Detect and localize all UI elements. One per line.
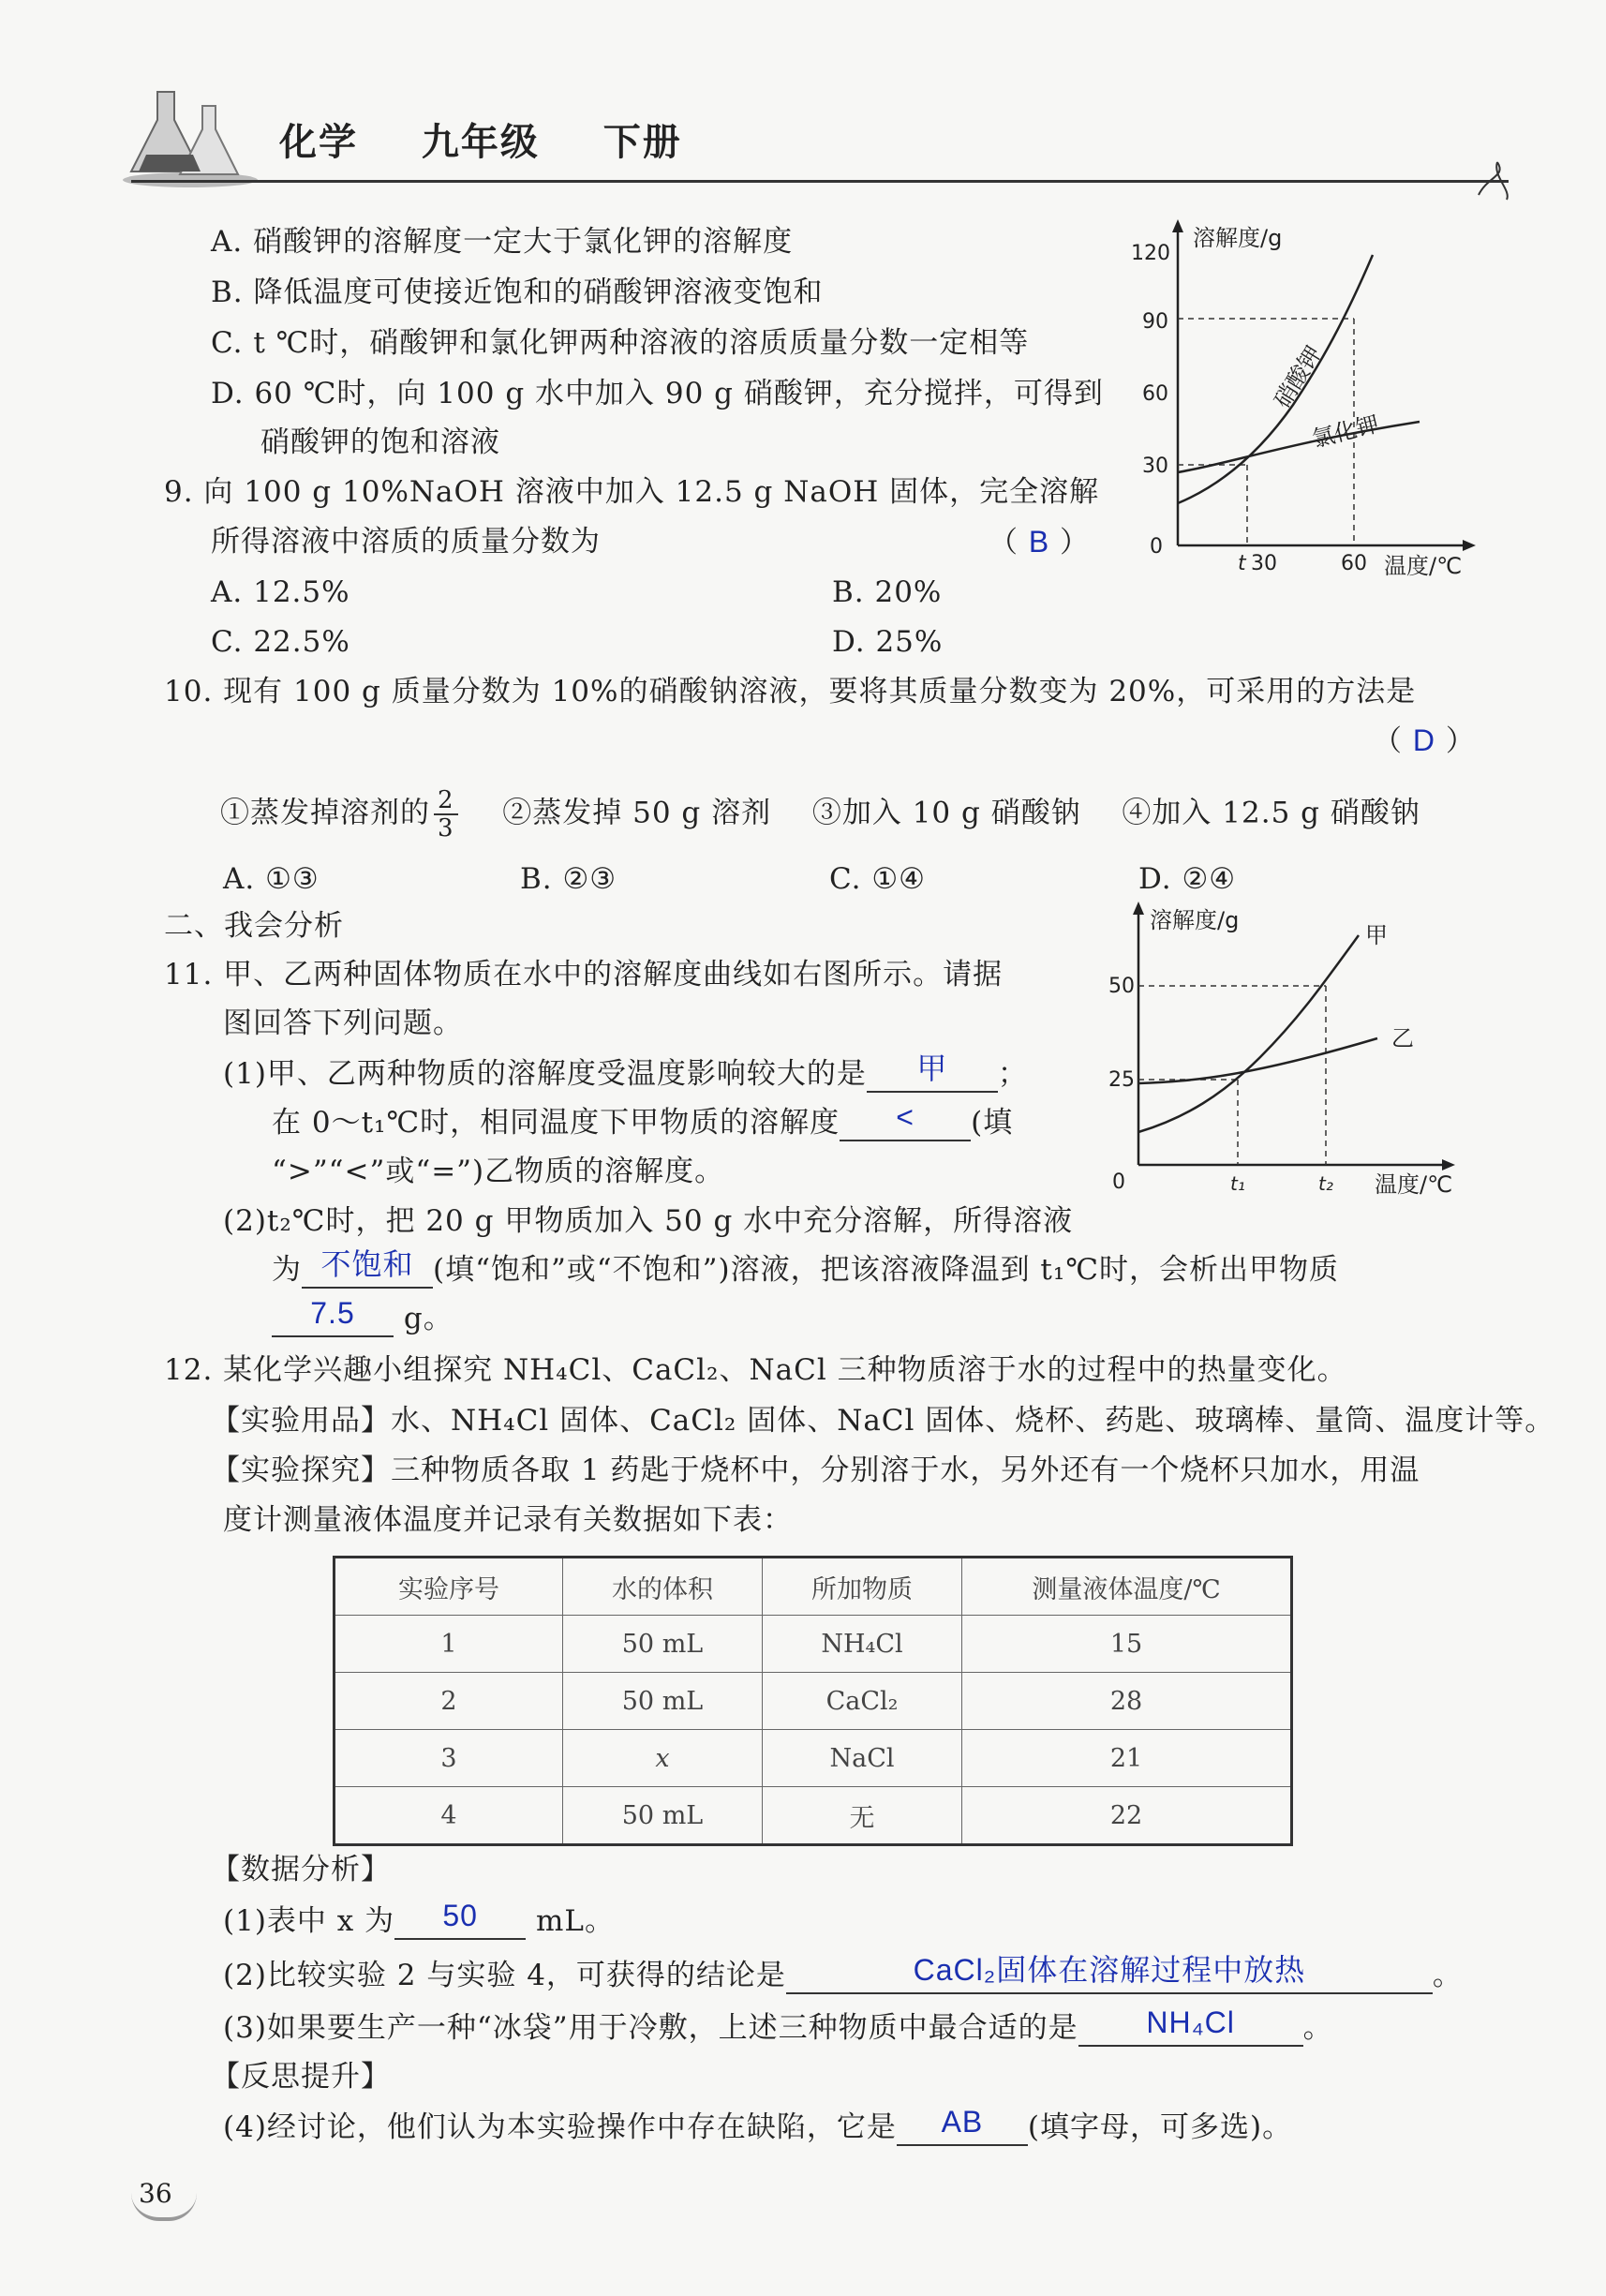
q11-answer-2c: 7.5 (310, 1296, 355, 1330)
q12-answer-line-4: (4)经讨论，他们认为本实验操作中存在缺陷，它是 AB (填字母，可多选)。 (223, 2105, 1293, 2144)
q9-stem-2: 所得溶液中溶质的质量分数为 (211, 525, 601, 559)
q12-analysis-title: 【数据分析】 (211, 1853, 391, 1886)
table-cell: 50 mL (563, 1673, 763, 1730)
q9-option-d: D. 25% (832, 625, 944, 659)
header-grade: 九年级 (421, 121, 540, 164)
q10-option-b: B. ②③ (520, 862, 617, 896)
chart2-label-yi: 乙 (1391, 1025, 1414, 1051)
chart1-ytick-120: 120 (1131, 242, 1170, 265)
chart2-ytick-25: 25 (1108, 1068, 1135, 1092)
table-header-cell: 所加物质 (763, 1558, 962, 1616)
page-number-badge (131, 2176, 197, 2221)
header-flask-icon (120, 82, 260, 187)
q12-answer-4: AB (941, 2105, 984, 2139)
table-row (335, 1730, 1292, 1787)
q9-answer: B (1028, 525, 1050, 559)
q11-answer-2b: 不饱和 (320, 1247, 414, 1281)
q12-answer-line-3: (3)如果要生产一种“冰袋”用于冷敷，上述三种物质中最合适的是 NH₄Cl 。 (223, 2005, 1333, 2045)
q9-option-b: B. 20% (832, 575, 943, 609)
q10-option-d: D. ②④ (1138, 862, 1237, 896)
chart1-xtick-30: 30 (1251, 552, 1277, 575)
chart2-y-arrow (1133, 902, 1144, 915)
chart1-xlabel: 温度/℃ (1384, 553, 1463, 579)
q9-stem-1: 9. 向 100 g 10%NaOH 溶液中加入 12.5 g NaOH 固体，完全溶解 (164, 475, 1100, 509)
table-cell: 2 (335, 1673, 563, 1730)
q10-method-4: ④加入 12.5 g 硝酸钠 (1122, 796, 1420, 830)
table-header-row (335, 1558, 1292, 1616)
q12-reflect-title: 【反思提升】 (211, 2060, 391, 2094)
page-number: 36 (139, 2178, 172, 2209)
chart1-ylabel: 溶解度/g (1193, 225, 1283, 251)
table-cell: 15 (962, 1616, 1292, 1673)
header-rule (131, 180, 1509, 183)
q12-materials: 【实验用品】水、NH₄Cl 固体、CaCl₂ 固体、NaCl 固体、烧杯、药匙、玻璃棒、量筒、温度计等。 (211, 1404, 1555, 1438)
header-volume: 下册 (602, 121, 682, 164)
table-cell: NaCl (763, 1730, 962, 1787)
chart2-xtick-t2: t₂ (1318, 1172, 1333, 1195)
header-curl-icon (1469, 157, 1516, 204)
table-cell: 22 (962, 1787, 1292, 1845)
q11-part-2a: (2)t₂℃时，把 20 g 甲物质加入 50 g 水中充分溶解，所得溶液 (223, 1204, 1074, 1238)
table-cell: 1 (335, 1616, 563, 1673)
q12-explore-2: 度计测量液体温度并记录有关数据如下表： (223, 1503, 793, 1537)
chart1-ytick-0: 0 (1150, 535, 1163, 559)
chart1-curve-kcl (1178, 422, 1420, 472)
q11-part-2b: 为 不饱和 (填“饱和”或“不饱和”)溶液，把该溶液降温到 t₁℃时，会析出甲物质 (272, 1247, 1339, 1287)
table-cell: 50 mL (563, 1787, 763, 1845)
q10-method-2: ②蒸发掉 50 g 溶剂 (502, 796, 772, 830)
q11-part-1b: 在 0～t₁℃时，相同温度下甲物质的溶解度 < (填 (272, 1100, 1014, 1140)
experiment-table (333, 1556, 1293, 1846)
chart1-ytick-60: 60 (1142, 382, 1168, 406)
table-row (335, 1616, 1292, 1673)
q8-option-c: C. t ℃时，硝酸钾和氯化钾两种溶液的溶质质量分数一定相等 (211, 326, 1030, 360)
table-cell: 无 (763, 1787, 962, 1845)
q10-answer-bracket: （ D ） (1373, 723, 1476, 758)
table-header-cell: 实验序号 (335, 1558, 563, 1616)
q11-stem-2: 图回答下列问题。 (223, 1006, 463, 1040)
q10-method-3: ③加入 10 g 硝酸钠 (811, 796, 1081, 830)
chart1-y-arrow (1172, 219, 1183, 232)
chart1-ytick-30: 30 (1142, 455, 1168, 478)
q11-part-2c: 7.5 g。 (272, 1300, 454, 1337)
q10-answer: D (1412, 723, 1435, 757)
chart1-xtick-t: t (1238, 552, 1246, 575)
table-cell: NH₄Cl (763, 1616, 962, 1673)
table-row (335, 1673, 1292, 1730)
solubility-chart-2 (1108, 898, 1485, 1207)
section-2-title: 二、我会分析 (164, 909, 344, 943)
chart1-xtick-60: 60 (1341, 552, 1367, 575)
q12-answer-line-2: (2)比较实验 2 与实验 4，可获得的结论是 CaCl₂固体在溶解过程中放热 。 (223, 1953, 1463, 1992)
q12-answer-1: 50 (442, 1899, 478, 1932)
q11-part-1a: (1)甲、乙两种物质的溶解度受温度影响较大的是 甲 ； (223, 1051, 1028, 1091)
table-header-cell: 水的体积 (563, 1558, 763, 1616)
q9-answer-bracket: （ B ） (989, 525, 1091, 559)
chart2-label-jia: 甲 (1365, 922, 1388, 948)
table-cell: 50 mL (563, 1616, 763, 1673)
q11-answer-1b: < (896, 1100, 915, 1134)
q12-answer-2: CaCl₂固体在溶解过程中放热 (913, 1953, 1306, 1987)
table-cell: 21 (962, 1730, 1292, 1787)
q10-option-c: C. ①④ (829, 862, 926, 896)
q12-answer-line-1: (1)表中 x 为 50 mL。 (223, 1899, 615, 1938)
table-header-cell: 测量液体温度/℃ (962, 1558, 1292, 1616)
q8-option-d-cont: 硝酸钾的饱和溶液 (260, 425, 500, 459)
q11-part-1c: “>”“<”或“=”)乙物质的溶解度。 (272, 1155, 725, 1188)
q11-stem-1: 11. 甲、乙两种固体物质在水中的溶解度曲线如右图所示。请据 (164, 958, 1004, 991)
chart2-ylabel: 溶解度/g (1150, 907, 1240, 933)
q11-answer-1a: 甲 (916, 1051, 948, 1085)
chart2-x-arrow (1442, 1159, 1455, 1170)
table-row (335, 1787, 1292, 1845)
q8-option-a: A. 硝酸钾的溶解度一定大于氯化钾的溶解度 (211, 225, 794, 259)
q10-stem: 10. 现有 100 g 质量分数为 10%的硝酸钠溶液，要将其质量分数变为 20%，可采用的方法是 (164, 675, 1417, 708)
table-cell: 3 (335, 1730, 563, 1787)
chart1-ytick-90: 90 (1142, 310, 1168, 334)
table-cell: CaCl₂ (763, 1673, 962, 1730)
chart2-xlabel: 温度/℃ (1375, 1171, 1453, 1198)
q12-answer-3: NH₄Cl (1146, 2005, 1235, 2039)
chart2-ytick-0: 0 (1112, 1170, 1125, 1194)
solubility-chart-1 (1120, 217, 1485, 592)
chart2-xtick-t1: t₁ (1230, 1172, 1245, 1195)
q9-option-c: C. 22.5% (211, 625, 350, 659)
chart1-x-arrow (1463, 540, 1476, 551)
q12-explore-1: 【实验探究】三种物质各取 1 药匙于烧杯中，分别溶于水，另外还有一个烧杯只加水，用温 (211, 1454, 1420, 1487)
chart2-ytick-50: 50 (1108, 975, 1135, 998)
header-title (279, 112, 682, 166)
table-cell: 28 (962, 1673, 1292, 1730)
q8-option-b: B. 降低温度可使接近饱和的硝酸钾溶液变饱和 (211, 276, 824, 309)
table-cell: x (563, 1730, 763, 1787)
header-subject: 化学 (279, 121, 358, 164)
q10-methods (220, 787, 1420, 842)
q9-option-a: A. 12.5% (211, 575, 350, 609)
q8-option-d: D. 60 ℃时，向 100 g 水中加入 90 g 硝酸钾，充分搅拌，可得到 (211, 377, 1104, 410)
table-cell: 4 (335, 1787, 563, 1845)
q12-stem: 12. 某化学兴趣小组探究 NH₄Cl、CaCl₂、NaCl 三种物质溶于水的过程中的热量变化。 (164, 1353, 1347, 1387)
chart1-label-kcl: 氯化钾 (1309, 410, 1382, 453)
q10-option-a: A. ①③ (223, 862, 320, 896)
chart1-label-kno3: 硝酸钾 (1269, 341, 1328, 413)
q10-method-1: ①蒸发掉溶剂的 (220, 796, 430, 830)
q10-fraction: $\frac{2}{3}$ (434, 787, 458, 842)
